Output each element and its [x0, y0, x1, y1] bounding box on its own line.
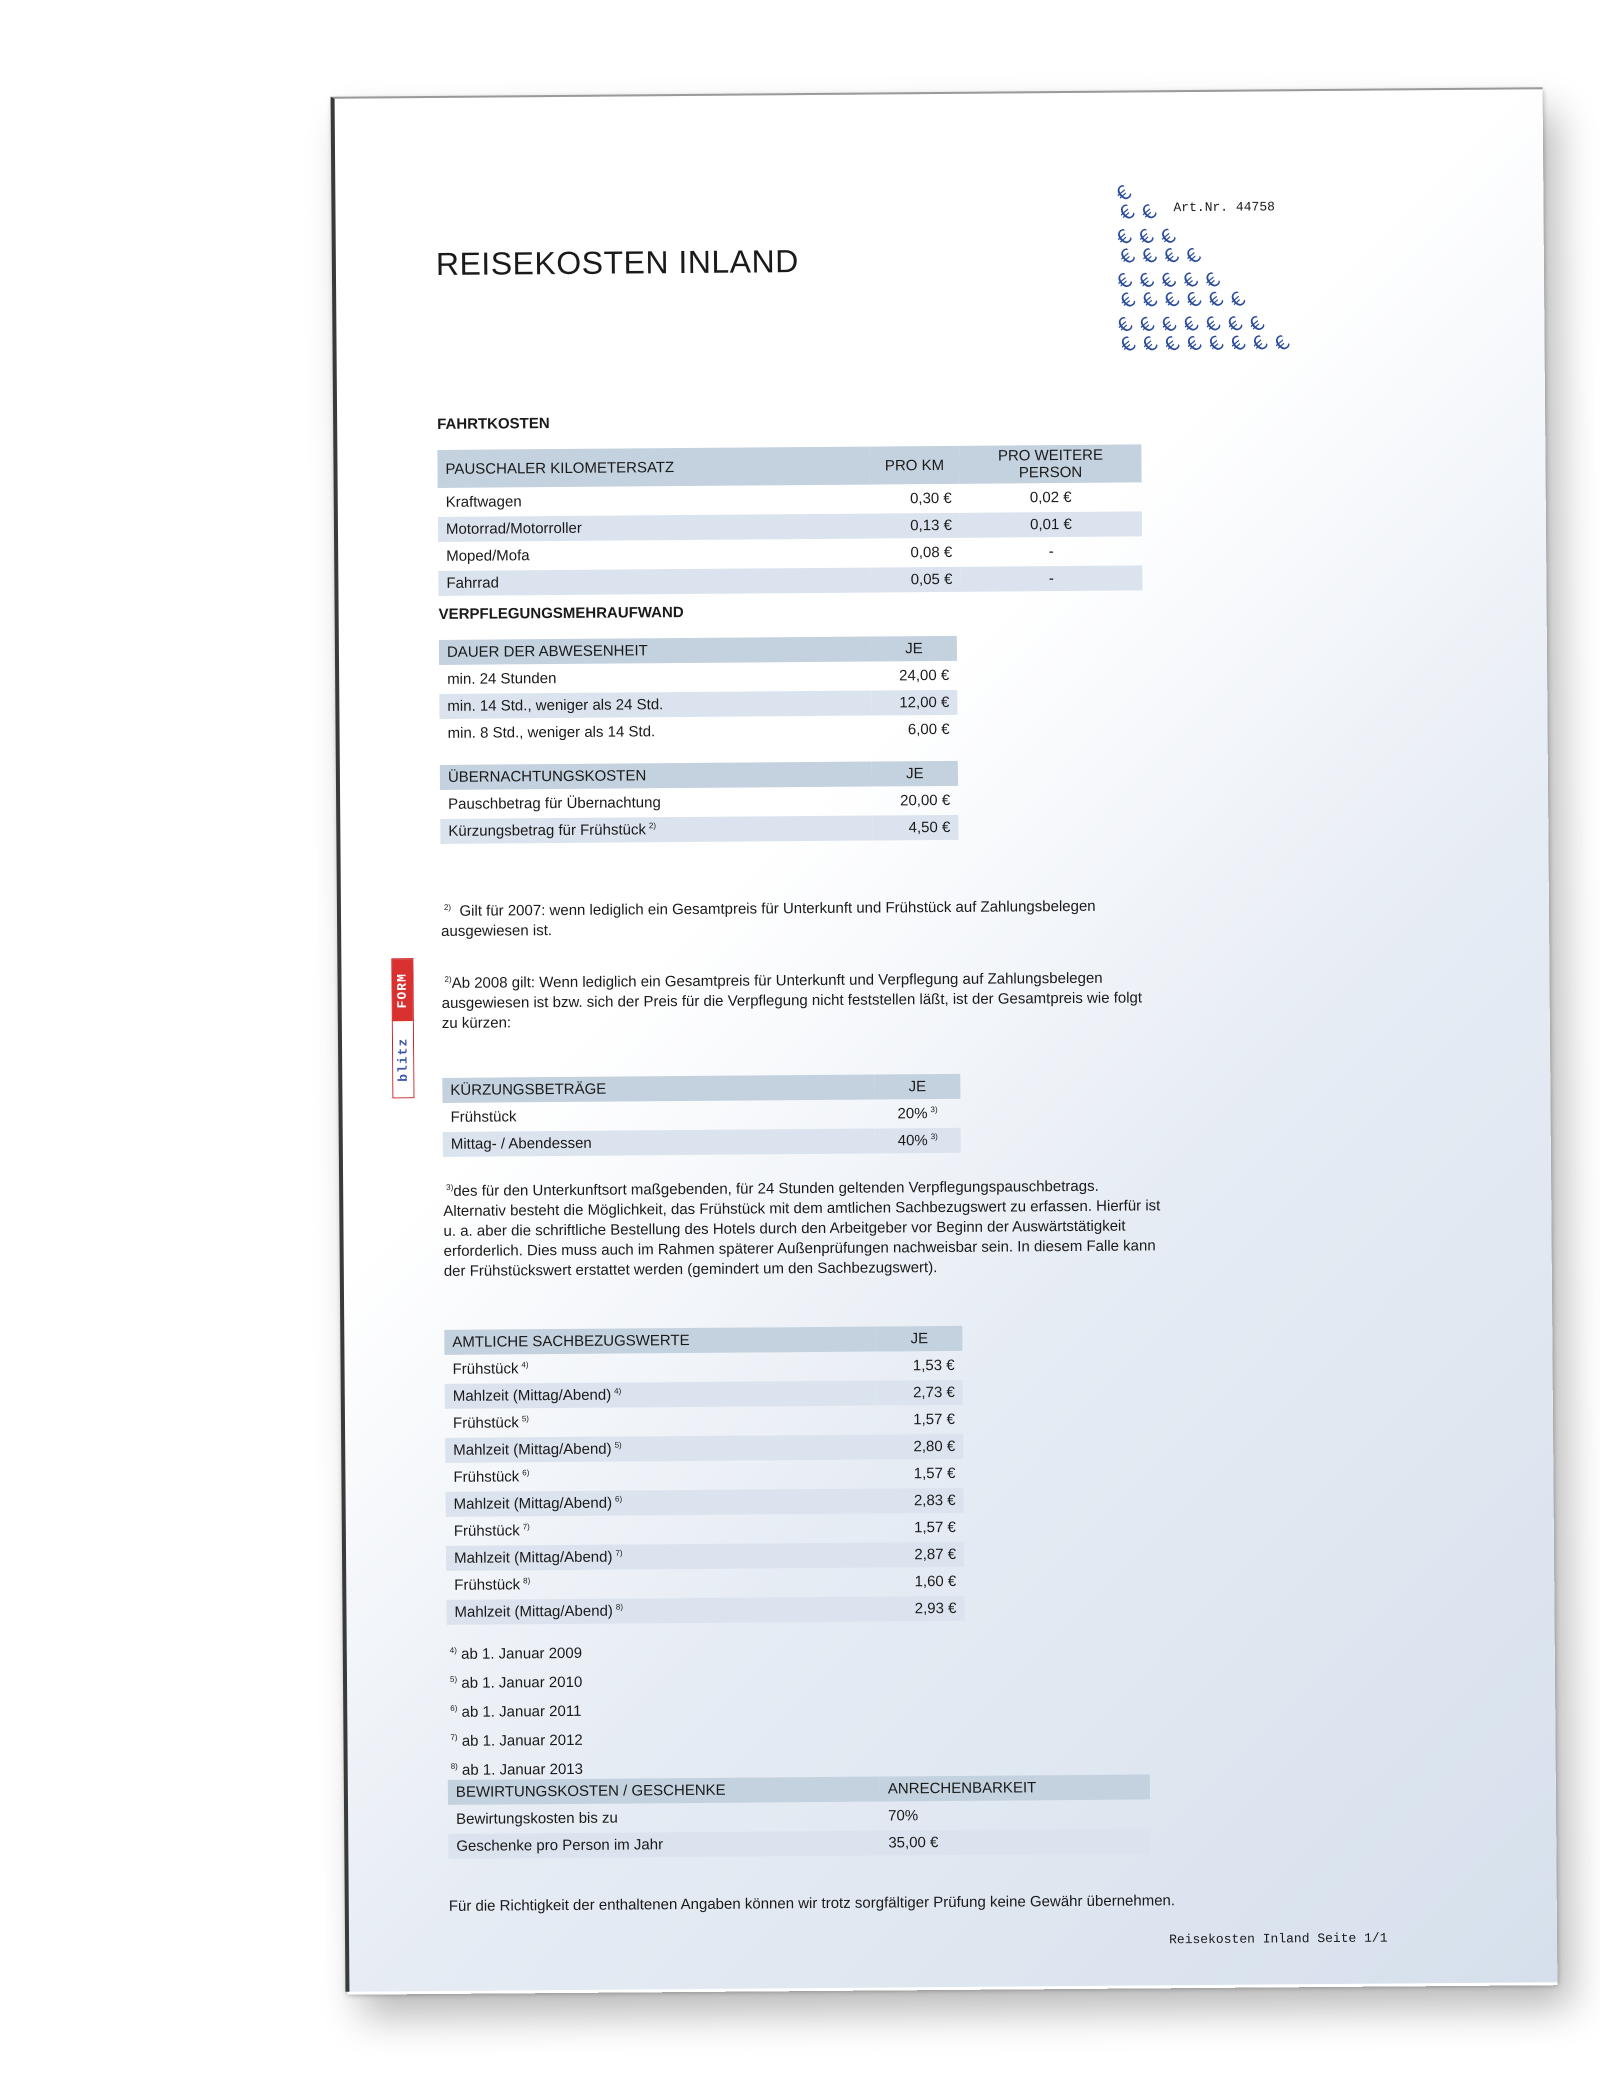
- cell-label: Frühstück: [450, 1108, 517, 1126]
- cell-value: 0,30 €: [909, 489, 952, 508]
- table-row: [446, 1569, 964, 1598]
- table-row: [438, 511, 1142, 542]
- table-header: [448, 1774, 1150, 1805]
- euro-glyph: €: [1133, 223, 1159, 251]
- footnote-marker: 6): [522, 1468, 530, 1478]
- col-header: KÜRZUNGSBETRÄGE: [442, 1075, 874, 1103]
- col-header: JE: [871, 636, 957, 662]
- table-header: [442, 1074, 960, 1103]
- euro-glyph: €: [1181, 330, 1207, 358]
- col-header: BEWIRTUNGSKOSTEN / GESCHENKE: [448, 1777, 880, 1805]
- footnote-list: [447, 1637, 583, 1783]
- note-marker: 2): [443, 902, 452, 912]
- table-row: [446, 1488, 964, 1517]
- cell-value: 1,53 €: [912, 1356, 955, 1375]
- euro-glyph: €: [1158, 242, 1184, 270]
- euro-glyph: €: [1222, 310, 1248, 338]
- cell-value: [874, 1101, 960, 1127]
- cell-value-text: 20%: [897, 1105, 928, 1123]
- cell-label-text: Mahlzeit (Mittag/Abend): [452, 1386, 612, 1405]
- col-header: AMTLICHE SACHBEZUGSWERTE: [444, 1327, 876, 1355]
- cell-label: [446, 1570, 878, 1598]
- footnote-marker: 8): [615, 1602, 624, 1612]
- section-fahrtkosten: FAHRTKOSTEN: [437, 415, 550, 433]
- euro-glyph: €: [1247, 330, 1273, 357]
- table-bewirtung: [448, 1772, 1151, 1861]
- cell-value: 1,60 €: [914, 1572, 957, 1591]
- footnote-marker: 5): [521, 1414, 529, 1424]
- cell-label: [445, 1381, 877, 1409]
- col-header: ANRECHENBARKEIT: [880, 1774, 1150, 1801]
- cell-value: 2,87 €: [878, 1542, 964, 1568]
- cell-value: [875, 1128, 961, 1154]
- euro-glyph: €: [1225, 286, 1251, 313]
- cell-label: min. 24 Stunden: [447, 670, 557, 688]
- cell-label: [446, 1543, 878, 1571]
- col-header: PAUSCHALER KILOMETERSATZ: [437, 447, 869, 488]
- footnote-item: [447, 1695, 582, 1725]
- cell-value: 24,00 €: [899, 666, 950, 685]
- table-row: [446, 1542, 964, 1571]
- euro-glyph: €: [1136, 199, 1162, 226]
- cell-value: 4,50 €: [872, 815, 958, 841]
- table-row: [448, 1801, 1150, 1832]
- footnote-text: ab 1. Januar 2009: [461, 1644, 583, 1663]
- euro-glyph: €: [1159, 330, 1185, 358]
- cell-value: 70%: [888, 1807, 919, 1825]
- section-verpflegung: VERPFLEGUNGSMEHRAUFWAND: [438, 604, 684, 623]
- col-header: ÜBERNACHTUNGSKOSTEN: [440, 762, 872, 790]
- cell-label: [440, 816, 872, 844]
- cell-value: 0,01 €: [960, 511, 1142, 537]
- badge-blitz-text: blitz: [395, 1037, 411, 1082]
- cell-value: 1,57 €: [913, 1464, 956, 1483]
- cell-label-text: Frühstück: [453, 1522, 520, 1540]
- euro-glyph: €: [1111, 267, 1138, 295]
- euro-glyph: €: [1181, 286, 1207, 314]
- cell-label: [445, 1462, 877, 1490]
- table-header: [437, 444, 1141, 488]
- footnote-item: [447, 1724, 582, 1754]
- cell-value: 20,00 €: [900, 791, 951, 810]
- footnote-marker: 7): [522, 1522, 530, 1532]
- euro-glyph: €: [1178, 311, 1204, 338]
- footnote-marker: 4): [449, 1645, 457, 1655]
- cell-label: Mittag- / Abendessen: [443, 1129, 875, 1157]
- table-row: [440, 788, 958, 817]
- cell-value: 35,00 €: [880, 1828, 1150, 1855]
- cell-label-text: Mahlzeit (Mittag/Abend): [454, 1602, 613, 1621]
- cell-label-text: Frühstück: [453, 1468, 520, 1486]
- table-row: [446, 1596, 964, 1625]
- euro-glyph: €: [1137, 287, 1163, 314]
- table-row: [445, 1380, 963, 1409]
- footnote-text: ab 1. Januar 2010: [461, 1673, 583, 1692]
- cell-value: 1,57 €: [913, 1410, 956, 1429]
- cell-label-text: Frühstück: [454, 1576, 521, 1594]
- page-title: REISEKOSTEN INLAND: [435, 243, 799, 282]
- cell-label: [446, 1516, 878, 1544]
- footnote-marker: 5): [449, 1674, 458, 1684]
- euro-glyph: €: [1134, 311, 1160, 339]
- table-row: [439, 663, 957, 692]
- note-verpflegungspauschbetrag: [443, 1172, 1164, 1282]
- cell-value: 0,02 €: [1029, 488, 1072, 507]
- page-footer: Reisekosten Inland Seite 1/1: [1169, 1930, 1388, 1948]
- table-row: [445, 1407, 963, 1436]
- table-row: [444, 1353, 962, 1382]
- col-header: PRO KM: [869, 446, 959, 485]
- table-row: [439, 717, 957, 746]
- table-row: [438, 484, 1142, 515]
- cell-label-text: Mahlzeit (Mittag/Abend): [453, 1440, 612, 1459]
- table-uebernachtung: [440, 759, 959, 846]
- footnote-marker: 4): [614, 1386, 622, 1396]
- cell-label: Moped/Mofa: [446, 547, 530, 565]
- cell-value: 2,73 €: [877, 1380, 963, 1406]
- table-row: [446, 1515, 964, 1544]
- footnote-marker: 6): [614, 1494, 623, 1504]
- euro-glyph: €: [1111, 223, 1137, 251]
- cell-label: [444, 1354, 876, 1382]
- cell-value: 2,93 €: [878, 1596, 964, 1622]
- table-row: [445, 1434, 963, 1463]
- cell-label: min. 8 Std., weniger als 14 Std.: [447, 723, 656, 742]
- footnote-text: ab 1. Januar 2012: [461, 1731, 583, 1750]
- euro-glyph: €: [1200, 311, 1226, 338]
- table-verpflegung: [439, 634, 958, 748]
- note-text: Ab 2008 gilt: Wenn lediglich ein Gesamtpreis für Unterkunft und Verpflegung auf Zahlungsbelegen ausgewiesen ist bzw. sich der Preis für die Verpflegung nicht feststellen läßt, ist der Gesamtpreis wie folgt zu kürzen:: [441, 969, 1143, 1032]
- table-header: [444, 1326, 962, 1355]
- footnote-marker: 8): [450, 1761, 458, 1771]
- table-header: [439, 636, 957, 665]
- table-row: [445, 1461, 963, 1490]
- note-2008: [441, 964, 1161, 1034]
- euro-glyph: €: [1111, 179, 1137, 207]
- col-header: JE: [872, 761, 958, 787]
- cell-label: min. 14 Std., weniger als 24 Std.: [439, 691, 871, 719]
- euro-glyph: €: [1155, 223, 1181, 251]
- euro-glyph: €: [1114, 199, 1140, 226]
- cell-label-text: Mahlzeit (Mittag/Abend): [453, 1548, 613, 1567]
- cell-value: -: [1048, 543, 1054, 561]
- euro-glyph: €: [1114, 243, 1140, 270]
- euro-glyph: €: [1199, 267, 1226, 294]
- badge-form-text: FORM: [394, 972, 411, 1008]
- euro-glyph: €: [1155, 267, 1182, 295]
- col-header: JE: [874, 1074, 960, 1100]
- footnote-marker: 7): [615, 1548, 623, 1558]
- footnote-text: ab 1. Januar 2011: [461, 1702, 582, 1721]
- footnote-text: ab 1. Januar 2013: [461, 1760, 584, 1779]
- table-fahrtkosten: [437, 442, 1142, 598]
- cell-label: Bewirtungskosten bis zu: [456, 1809, 618, 1828]
- euro-glyph: €: [1159, 286, 1185, 314]
- euro-glyph: €: [1203, 330, 1229, 358]
- footnote-marker: 3): [930, 1132, 938, 1142]
- col-header: JE: [876, 1326, 962, 1352]
- disclaimer: Für die Richtigkeit der enthaltenen Angaben können wir trotz sorgfältiger Prüfung keine Gewähr übernehmen.: [448, 1892, 1176, 1915]
- cell-label-text: Frühstück: [452, 1360, 519, 1378]
- note-marker: 3): [446, 1182, 454, 1192]
- cell-value: -: [960, 565, 1142, 591]
- cell-value: 0,08 €: [910, 543, 953, 562]
- footnote-marker: 6): [450, 1703, 458, 1713]
- footnote-marker: 3): [930, 1105, 938, 1115]
- cell-label: [445, 1408, 877, 1436]
- cell-value: 0,05 €: [870, 567, 960, 593]
- cell-value: 6,00 €: [907, 720, 950, 739]
- euro-glyph: €: [1136, 243, 1162, 270]
- document-page: [331, 87, 1558, 1991]
- cell-label: Fahrrad: [438, 568, 870, 596]
- euro-glyph: €: [1180, 242, 1206, 270]
- cell-value: 12,00 €: [871, 690, 957, 716]
- cell-value: 0,13 €: [870, 513, 960, 539]
- euro-glyph: €: [1244, 310, 1270, 338]
- formblitz-badge: [391, 958, 414, 1098]
- note-2007: [441, 892, 1161, 942]
- cell-label: Pauschbetrag für Übernachtung: [448, 794, 661, 813]
- euro-pattern-logo: [1111, 169, 1307, 390]
- footnote-item: [447, 1637, 582, 1667]
- cell-value: 1,57 €: [914, 1518, 956, 1537]
- footnote-item: [447, 1666, 582, 1696]
- table-sachbezug: [444, 1324, 964, 1627]
- table-row: [439, 690, 957, 719]
- table-row: [443, 1128, 961, 1157]
- table-row: [442, 1101, 960, 1130]
- euro-glyph: €: [1177, 267, 1204, 294]
- euro-glyph: €: [1269, 330, 1295, 357]
- euro-glyph: €: [1115, 287, 1141, 314]
- note-text: des für den Unterkunftsort maßgebenden, für 24 Stunden geltenden Verpflegungspauschbetrags. Alternativ besteht die Möglichkeit, das Frühstück mit dem amtlichen Sachbezugswert zu erfassen. Hierfür ist u. a. aber die schriftliche Bestellung des Hotels durch den Arbeitgeber vor Beginn der Auswärtstätigkeit erforderlich. Dies muss auch im Rahmen späterer Außenprüfungen nachweisbar sein. In diesem Falle kann der Frühstückswert erstattet werden (gemindert um den Sachbezugswert).: [443, 1177, 1161, 1280]
- footnote-marker: 8): [523, 1576, 531, 1586]
- euro-glyph: €: [1112, 311, 1138, 339]
- cell-value: 2,80 €: [877, 1434, 963, 1460]
- note-marker: 2): [444, 974, 452, 984]
- euro-glyph: €: [1203, 286, 1229, 314]
- euro-glyph: €: [1137, 331, 1163, 358]
- cell-label: Geschenke pro Person im Jahr: [448, 1831, 880, 1859]
- cell-label: [445, 1435, 877, 1463]
- footnote-marker: 7): [450, 1732, 458, 1742]
- footnote-marker: 5): [614, 1440, 622, 1450]
- col-header: DAUER DER ABWESENHEIT: [439, 637, 871, 665]
- cell-label: Kraftwagen: [445, 493, 522, 511]
- table-row: [448, 1828, 1150, 1859]
- cell-label: [446, 1489, 878, 1517]
- cell-label: [446, 1597, 878, 1625]
- table-row: [438, 538, 1142, 569]
- euro-glyph: €: [1115, 331, 1141, 358]
- table-kuerzung: [442, 1072, 961, 1159]
- table-row: [438, 565, 1142, 596]
- cell-value: 2,83 €: [878, 1488, 964, 1514]
- euro-glyph: €: [1225, 330, 1251, 357]
- cell-value-text: 40%: [897, 1132, 928, 1150]
- sachbezug-rows: [444, 1353, 964, 1625]
- article-number: Art.Nr. 44758: [1173, 199, 1275, 216]
- cell-label: Motorrad/Motorroller: [438, 514, 870, 542]
- col-header: PRO WEITERE PERSON: [959, 444, 1141, 483]
- cell-label-text: Mahlzeit (Mittag/Abend): [453, 1494, 613, 1513]
- euro-glyph: €: [1156, 311, 1182, 339]
- table-row: [440, 815, 958, 844]
- table-header: [440, 761, 958, 790]
- footnote-marker: 2): [648, 821, 657, 831]
- note-text: Gilt für 2007: wenn lediglich ein Gesamtpreis für Unterkunft und Frühstück auf Zahlungsbelegen ausgewiesen ist.: [441, 897, 1096, 940]
- cell-label-text: Kürzungsbetrag für Frühstück: [448, 821, 647, 840]
- footnote-marker: 4): [521, 1360, 529, 1370]
- euro-glyph: €: [1133, 267, 1160, 295]
- cell-label-text: Frühstück: [452, 1414, 519, 1432]
